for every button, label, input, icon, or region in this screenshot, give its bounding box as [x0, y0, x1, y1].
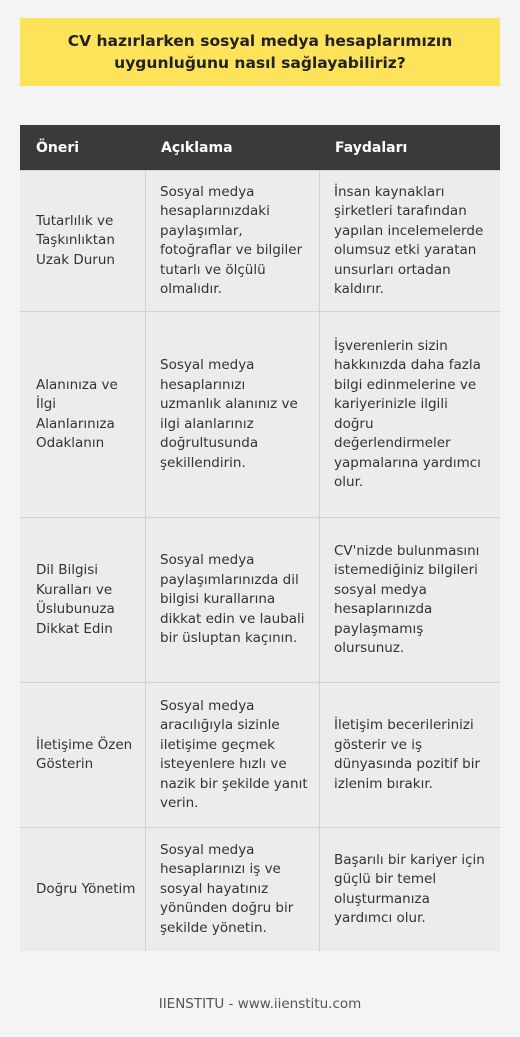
column-header-oneri: Öneri: [36, 139, 80, 156]
table-header: [20, 125, 500, 170]
cell-aciklama: Sosyal medya hesaplarınızı iş ve sosyal hayatınız yönünden doğru bir şekilde yönetin.: [145, 828, 319, 951]
recommendations-table: [20, 125, 500, 951]
cell-faydalari: İnsan kaynakları şirketleri tarafından yapılan incelemelerde olumsuz etki yaratan unsurları ortadan kaldırır.: [319, 171, 500, 311]
cell-aciklama: Sosyal medya hesaplarınızı uzmanlık alanınız ve ilgi alanlarınız doğrultusunda şekillendirin.: [145, 312, 319, 517]
cell-aciklama: Sosyal medya hesaplarınızdaki paylaşımlar, fotoğraflar ve bilgiler tutarlı ve ölçülü olmalıdır.: [145, 171, 319, 311]
cell-faydalari: İletişim becerilerinizi gösterir ve iş dünyasında pozitif bir izlenim bırakır.: [319, 683, 500, 827]
table-row: [20, 311, 500, 517]
cell-oneri: Dil Bilgisi Kuralları ve Üslubunuza Dikkat Edin: [36, 562, 115, 637]
page-title: CV hazırlarken sosyal medya hesaplarımızın uygunluğunu nasıl sağlayabiliriz?: [20, 18, 500, 86]
column-header-aciklama: Açıklama: [161, 139, 233, 156]
cell-faydalari: CV'nizde bulunmasını istemediğiniz bilgileri sosyal medya hesaplarınızda paylaşmamış olursunuz.: [319, 518, 500, 682]
cell-faydalari: İşverenlerin sizin hakkınızda daha fazla bilgi edinmelerine ve kariyerinizle ilgili doğru değerlendirmeler yapmalarına yardımcı olur.: [319, 312, 500, 517]
table-row: [20, 517, 500, 682]
cell-oneri: Doğru Yönetim: [36, 880, 136, 897]
cell-aciklama: Sosyal medya aracılığıyla sizinle iletişime geçmek isteyenlere hızlı ve nazik bir şekilde yanıt verin.: [145, 683, 319, 827]
cell-faydalari: Başarılı bir kariyer için güçlü bir temel oluşturmanıza yardımcı olur.: [319, 828, 500, 951]
cell-oneri: Alanınıza ve İlgi Alanlarınıza Odaklanın: [36, 376, 118, 451]
table-row: [20, 682, 500, 827]
table-row: [20, 170, 500, 311]
cell-aciklama: Sosyal medya paylaşımlarınızda dil bilgisi kurallarına dikkat edin ve laubali bir üsluptan kaçının.: [145, 518, 319, 682]
cell-oneri: İletişime Özen Gösterin: [36, 736, 133, 772]
footer-credit: IIENSTITU - www.iienstitu.com: [158, 996, 362, 1012]
cell-oneri: Tutarlılık ve Taşkınlıktan Uzak Durun: [36, 212, 115, 268]
column-header-faydalari: Faydaları: [335, 139, 408, 156]
table-row: [20, 827, 500, 951]
